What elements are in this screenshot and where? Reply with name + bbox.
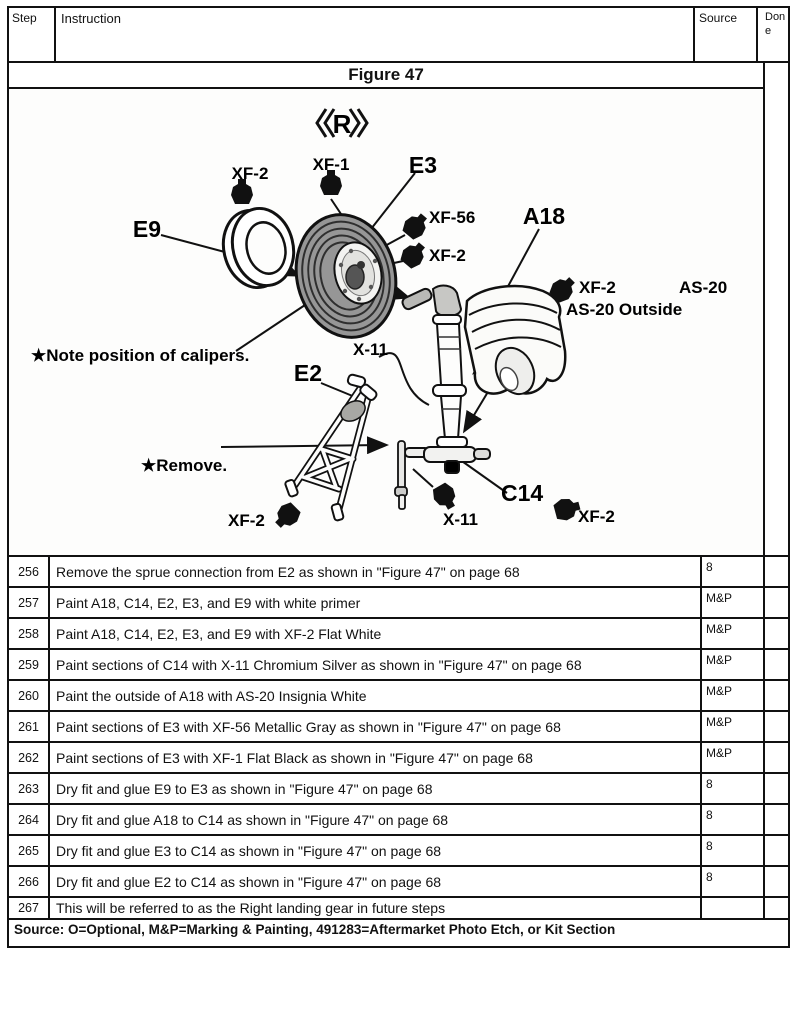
- instruction-cell: Paint sections of E3 with XF-1 Flat Black as shown in "Figure 47" on page 68: [50, 743, 702, 772]
- paint-label-xf2: XF-2: [578, 507, 615, 526]
- table-row: [9, 836, 788, 867]
- done-cell: [765, 712, 788, 741]
- instruction-cell: Paint the outside of A18 with AS-20 Insignia White: [50, 681, 702, 710]
- done-cell: [765, 743, 788, 772]
- source-cell: M&P: [702, 588, 765, 617]
- done-cell: [765, 898, 788, 918]
- paint-bottle-icon: [270, 500, 303, 533]
- part-label-e3: E3: [408, 152, 438, 178]
- step-cell: 264: [9, 805, 50, 834]
- table-row: [9, 898, 788, 920]
- done-cell: [765, 836, 788, 865]
- oleo-scissor-rod: [398, 441, 405, 493]
- done-cell: [765, 774, 788, 803]
- table-row: [9, 588, 788, 619]
- paint-label-as20: AS-20: [679, 278, 728, 297]
- source-cell: [702, 898, 765, 918]
- table-row: [9, 774, 788, 805]
- instruction-cell: Paint sections of E3 with XF-56 Metallic Gray as shown in "Figure 47" on page 68: [50, 712, 702, 741]
- note-calipers: ★Note position of calipers.: [31, 346, 250, 365]
- source-cell: M&P: [702, 650, 765, 679]
- instruction-cell: This will be referred to as the Right landing gear in future steps: [50, 898, 702, 918]
- step-cell: 260: [9, 681, 50, 710]
- header-source: Source: [695, 8, 758, 61]
- table-row: [9, 805, 788, 836]
- table-row: [9, 557, 788, 588]
- paint-bottle-icon: [399, 209, 432, 242]
- table-row: [9, 619, 788, 650]
- instruction-cell: Dry fit and glue A18 to C14 as shown in "Figure 47" on page 68: [50, 805, 702, 834]
- done-cell: [765, 619, 788, 648]
- done-cell: [765, 588, 788, 617]
- step-cell: 265: [9, 836, 50, 865]
- done-cell: [765, 681, 788, 710]
- instruction-cell: Dry fit and glue E2 to C14 as shown in "Figure 47" on page 68: [50, 867, 702, 896]
- paint-label-xf2: XF-2: [228, 511, 265, 530]
- part-label-a18: A18: [522, 203, 566, 229]
- table-row: [9, 867, 788, 898]
- done-cell: [765, 650, 788, 679]
- source-cell: 8: [702, 774, 765, 803]
- part-e2-brace: [285, 374, 379, 521]
- part-e3-wheel: [283, 204, 408, 348]
- paint-bottle-icon: [397, 238, 430, 271]
- figure-box: [9, 89, 763, 555]
- orientation-letter: R: [332, 109, 352, 139]
- done-column-strip: [765, 63, 788, 555]
- figure-section: [9, 63, 788, 557]
- instruction-cell: Paint A18, C14, E2, E3, and E9 with white primer: [50, 588, 702, 617]
- source-cell: M&P: [702, 743, 765, 772]
- step-cell: 266: [9, 867, 50, 896]
- source-cell: 8: [702, 557, 765, 586]
- header-done: Done: [765, 11, 786, 37]
- instruction-cell: Paint A18, C14, E2, E3, and E9 with XF-2 Flat White: [50, 619, 702, 648]
- source-cell: M&P: [702, 681, 765, 710]
- done-cell: [765, 557, 788, 586]
- figure-47-diagram: [9, 89, 761, 555]
- part-label-c14: C14: [501, 480, 544, 506]
- table-row: [9, 712, 788, 743]
- source-legend: Source: O=Optional, M&P=Marking & Painting, 491283=Aftermarket Photo Etch, or Kit Section: [14, 922, 616, 937]
- source-cell: M&P: [702, 712, 765, 741]
- paint-label-xf56: XF-56: [429, 208, 476, 227]
- table-row: [9, 650, 788, 681]
- source-cell: 8: [702, 805, 765, 834]
- source-cell: 8: [702, 836, 765, 865]
- paint-label-xf2: XF-2: [231, 164, 269, 183]
- paint-label-as20-outside: AS-20 Outside: [566, 300, 683, 319]
- paint-label-x11: X-11: [353, 340, 388, 359]
- paint-label-xf2: XF-2: [579, 278, 616, 297]
- source-cell: 8: [702, 867, 765, 896]
- table-header-row: [9, 8, 788, 63]
- instruction-table: [7, 6, 790, 948]
- instruction-cell: Paint sections of C14 with X-11 Chromium Silver as shown in "Figure 47" on page 68: [50, 650, 702, 679]
- step-cell: 261: [9, 712, 50, 741]
- paint-label-xf1: XF-1: [312, 155, 350, 174]
- instruction-cell: Dry fit and glue E9 to E3 as shown in "Figure 47" on page 68: [50, 774, 702, 803]
- table-row: [9, 681, 788, 712]
- part-label-e2: E2: [293, 360, 323, 386]
- step-cell: 256: [9, 557, 50, 586]
- instruction-cell: Dry fit and glue E3 to C14 as shown in "Figure 47" on page 68: [50, 836, 702, 865]
- step-cell: 267: [9, 898, 50, 918]
- figure-title: Figure 47: [9, 63, 763, 89]
- step-cell: 259: [9, 650, 50, 679]
- done-cell: [765, 805, 788, 834]
- part-a18-door: [465, 286, 565, 400]
- header-instruction: Instruction: [56, 8, 695, 61]
- note-remove: ★Remove.: [141, 456, 228, 475]
- source-cell: M&P: [702, 619, 765, 648]
- part-label-e9: E9: [132, 216, 162, 242]
- paint-bottle-icon: [429, 481, 461, 514]
- part-e9-ring: [215, 202, 301, 294]
- header-step: Step: [9, 8, 56, 61]
- instruction-cell: Remove the sprue connection from E2 as shown in "Figure 47" on page 68: [50, 557, 702, 586]
- paint-label-x11: X-11: [443, 510, 478, 529]
- done-cell: [765, 867, 788, 896]
- step-cell: 257: [9, 588, 50, 617]
- table-row: [9, 743, 788, 774]
- step-cell: 263: [9, 774, 50, 803]
- paint-label-xf2: XF-2: [429, 246, 466, 265]
- step-cell: 258: [9, 619, 50, 648]
- step-cell: 262: [9, 743, 50, 772]
